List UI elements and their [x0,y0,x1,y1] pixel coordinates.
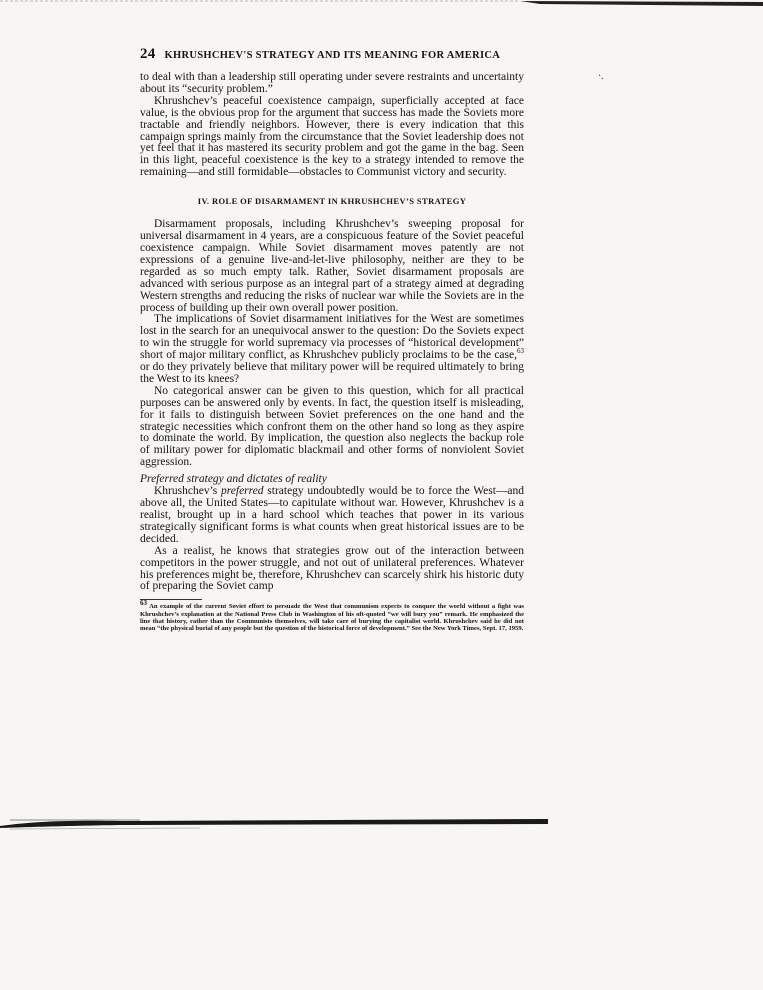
page-number: 24 [140,46,156,62]
section-heading: IV. ROLE OF DISARMAMENT IN KHRUSHCHEV’S STRATEGY [197,196,467,207]
scan-edge-bottom [0,812,763,834]
paragraph-continuation: to deal with than a leadership still operating under severe restraints and uncertainty about its “security problem.” [140,71,524,95]
paragraph-coexistence: Khrushchev’s peaceful coexistence campaign, superficially accepted at face value, is the obvious prop for the argument that success has made the Soviets more tractable and friendly neighbors. However, there is every indication that this campaign springs mainly from the circumstance that the Soviet leadership does not yet feel that it has mastered its security problem and got the game in the bag. Seen in this light, peaceful coexistence is the key to a strategy intended to remove the remaining—and still formidable—obstacles to Communist victory and security. [140,94,524,179]
paragraph-preferred-b: strategy undoubtedly would be to force the West—and above all, the United States—to capitulate without war. However, Khrushchev is a realist, brought up in a hard school which teaches that power in its various strategically significant forms is what counts when great historical issues are to be decided. [140,485,525,545]
footnote-text: An example of the current Soviet effort to persuade the West that communism expects to conquer the world without a fight was Khrushchev’s explanation at the National Press Club in Washington of his oft-quoted “we will bury you” remark. He emphasized the line that history, rather than the Communists themselves, will take care of burying the capitalist world. Khrushchev said he did not mean “the physical burial of any people but the question of the historical force of development.” See the New York Times, Sept. 17, 1959. [140,603,524,633]
paragraph-preferred [140,486,524,546]
subheading: Preferred strategy and dictates of reality [140,473,327,486]
paragraph-realist: As a realist, he knows that strategies grow out of the interaction between competitors in the power struggle, and not out of unilateral preferences. Whatever his preferences might be, therefore, Khrushchev can scarcely shirk his historic duty of preparing the Soviet camp [140,544,524,593]
paragraph-no-answer: No categorical answer can be given to this question, which for all practical purposes can be answered only by events. In fact, the question itself is misleading, for it fails to distinguish between Soviet preferences on the one hand and the strategic necessities which confront them on the other hand so long as they aspire to dominate the world. By implication, the question also neglects the backup role of military power for diplomatic blackmail and other forms of nonviolent Soviet aggression. [140,384,524,469]
scan-edge-top [0,0,763,10]
running-title: KHRUSHCHEV'S STRATEGY AND ITS MEANING FOR AMERICA [164,50,501,61]
document-page [140,46,524,633]
scan-speck: ‧. [598,71,604,82]
paragraph-implications-a: The implications of Soviet disarmament initiatives for the West are sometimes lost in the search for an unequivocal answer to the question: Do the Soviets expect to win the struggle for world supremacy via processes of “historical development” short of major military conflict, as Khrushchev publicly proclaims to be the case, [140,313,524,362]
footnote-rule [140,599,202,600]
paragraph-disarmament: Disarmament proposals, including Khrushchev’s sweeping proposal for universal disarmament in 4 years, are a conspicuous feature of the Soviet peaceful coexistence campaign. While Soviet disarmament moves patently are not expressions of a genuine live-and-let-live philosophy, neither are they to be regarded as so much empty talk. Rather, Soviet disarmament proposals are advanced with serious purpose as an integral part of a strategy aimed at degrading Western strengths and reducing the risks of nuclear war while the Soviets are in the process of building up their own overall power position. [140,218,524,314]
running-header [140,46,524,62]
paragraph-preferred-a: Khrushchev’s [154,485,221,498]
footnote-reference: 63 [517,347,524,356]
emphasis-preferred: preferred [220,485,264,498]
footnote [140,599,524,633]
footnote-marker: 63 [140,599,147,608]
paragraph-implications [140,314,524,385]
paragraph-implications-b: or do they privately believe that military power will be required ultimately to bring the West to its knees? [140,361,524,385]
